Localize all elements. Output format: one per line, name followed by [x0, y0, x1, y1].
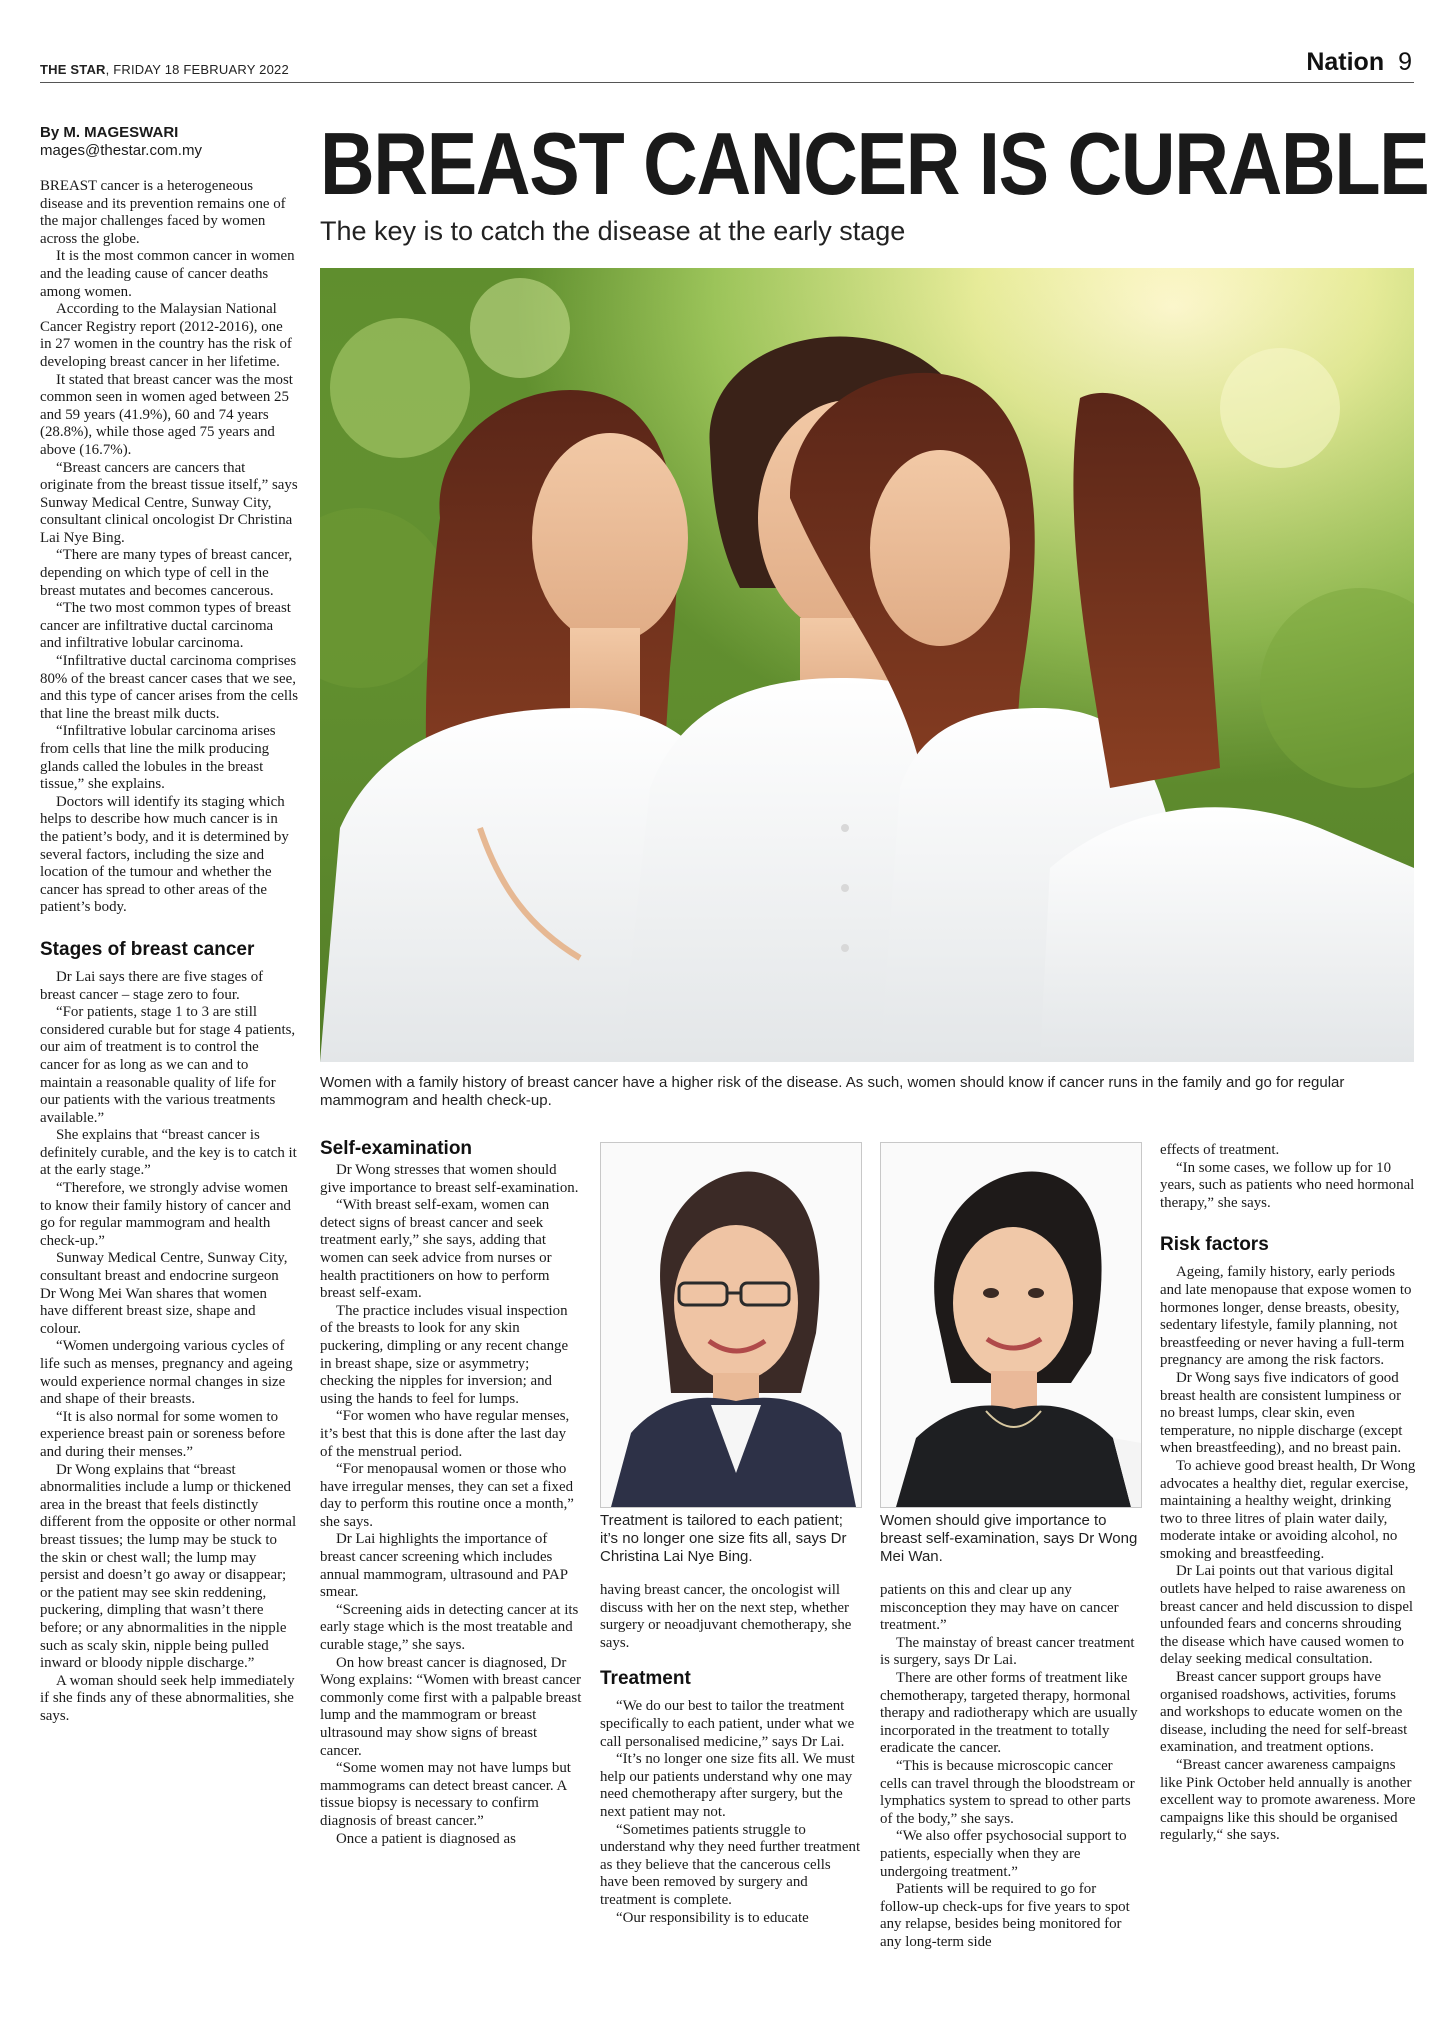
masthead-rule	[40, 82, 1414, 83]
column-1-part-a	[40, 178, 298, 917]
paragraph: “Sometimes patients struggle to understand why they need further treatment as they believe that the cancerous cells have been removed by surgery and treatment is complete.	[600, 1821, 861, 1908]
column-1	[40, 178, 298, 1725]
paragraph: Dr Wong says five indicators of good breast health are consistent lumpiness or no breast lumps, clear skin, even temperature, no nipple discharge (except when breastfeeding), and no breast pain.	[1160, 1369, 1403, 1457]
paragraph: The mainstay of breast cancer treatment is surgery, says Dr Lai.	[880, 1634, 1135, 1669]
author-email: mages@thestar.com.my	[40, 142, 202, 159]
paragraph: “Women undergoing various cycles of life such as menses, pregnancy and ageing would experience normal changes in size and shape of their breasts.	[40, 1338, 293, 1408]
paragraph: The practice includes visual inspection of the breasts to look for any skin puckering, dimpling or any recent change in breast shape, size or asymmetry; checking the nipples for inversion; and using the hands to feel for lumps.	[320, 1302, 569, 1407]
paragraph: Dr Wong explains that “breast abnormalities include a lump or thickened area in the breast that feels distinctly different from the opposite or other normal breast tissues; the lump may be stuck to the skin or chest wall; the lump may persist and doesn’t go away or disappear; or the patient may see skin reddening, puckering, dimpling that wasn’t there before; or any abnormalities in the nipple such as scaly skin, nipple being pulled inward or bloody nipple discharge.”	[40, 1461, 297, 1672]
publication-name: THE STAR	[40, 62, 106, 77]
paragraph: Dr Wong stresses that women should give importance to breast self-examination.	[320, 1162, 579, 1196]
paragraph: Breast cancer support groups have organised roadshows, activities, forums and workshops to educate women on the disease, including the need for self-breast examination, and treatment options.	[1160, 1669, 1408, 1756]
issue-date: , FRIDAY 18 FEBRUARY 2022	[105, 62, 289, 77]
paragraph: having breast cancer, the oncologist will discuss with her on the next step, whether surgery or neoadjuvant chemotherapy, she says.	[600, 1582, 852, 1651]
paragraph: “Infiltrative lobular carcinoma arises from cells that line the milk producing glands called the lobules in the breast tissue,” she explains.	[40, 723, 276, 793]
paragraph: “Some women may not have lumps but mammograms can detect breast cancer. A tissue biopsy is necessary to confirm diagnosis of breast cancer.”	[320, 1760, 571, 1829]
portrait-dr-lai	[600, 1142, 862, 1508]
paragraph: BREAST cancer is a heterogeneous disease and its prevention remains one of the major challenges faced by women across the globe.	[40, 178, 286, 247]
column-5	[1160, 1142, 1416, 1845]
paragraph: A woman should seek help immediately if she finds any of these abnormalities, she says.	[40, 1672, 295, 1724]
paragraph: Doctors will identify its staging which helps to describe how much cancer is in the patient’s body, and it is determined by several factors, including the size and location of the tumour and whether the cancer has spread to other areas of the patient’s body.	[40, 793, 289, 916]
paragraph: “For patients, stage 1 to 3 are still considered curable but for stage 4 patients, our aim of treatment is to control the cancer for as long as we can and to maintain a reasonable quality of life for our patients with the various treatments available.”	[40, 1004, 296, 1126]
paragraph: “This is because microscopic cancer cells can travel through the bloodstream or lymphatics system to spread to other parts of the body,” she says.	[880, 1757, 1135, 1827]
subhead-stages: Stages of breast cancer	[40, 938, 255, 960]
byline	[40, 124, 300, 160]
paragraph: It stated that breast cancer was the most common seen in women aged between 25 and 59 years (41.9%), 60 and 74 years (28.8%), while those aged 75 years and above (16.7%).	[40, 371, 293, 458]
paragraph: There are other forms of treatment like chemotherapy, targeted therapy, hormonal therapy and radiotherapy which are usually incorporated in the treatment to totally eradicate the cancer.	[880, 1669, 1138, 1757]
portrait-dr-wong	[880, 1142, 1142, 1508]
column-3	[600, 1582, 862, 1927]
paragraph: patients on this and clear up any misconception they may have on cancer treatment.”	[880, 1582, 1119, 1634]
paragraph: “For menopausal women or those who have irregular menses, they can set a fixed day to perform this routine once a month,” she says.	[320, 1461, 574, 1530]
paragraph: “With breast self-exam, women can detect signs of breast cancer and seek treatment early,” she says, adding that women can seek advice from nurses or health practitioners on how to perform breast self-exam.	[320, 1197, 552, 1302]
paragraph: “We do our best to tailor the treatment specifically to each patient, under what we call personalised medicine,” says Dr Lai.	[600, 1698, 855, 1750]
hero-caption: Women with a family history of breast cancer have a higher risk of the disease. As such, women should know if cancer runs in the family and go for regular mammogram and health check-up.	[320, 1074, 1345, 1109]
paragraph: “There are many types of breast cancer, depending on which type of cell in the breast mutates and becomes cancerous.	[40, 547, 293, 599]
hero-photo	[320, 268, 1414, 1062]
paragraph: “Therefore, we strongly advise women to know their family history of cancer and go for regular mammogram and health check-up.”	[40, 1180, 291, 1249]
page-number: 9	[1398, 48, 1412, 76]
section-name: Nation	[1306, 48, 1385, 76]
portrait-dr-wong-caption: Women should give importance to breast self-examination, says Dr Wong Mei Wan.	[880, 1512, 1138, 1565]
column-1-part-b	[40, 969, 298, 1726]
paragraph: Ageing, family history, early periods and late menopause that expose women to hormones longer, dense breasts, obesity, sedentary lifestyle, family planning, not breastfeeding or never having a full-term pregnancy are among the risk factors.	[1160, 1264, 1412, 1369]
subhead-treatment: Treatment	[600, 1668, 691, 1690]
headline: BREAST CANCER IS CURABLE	[320, 114, 1429, 213]
paragraph: It is the most common cancer in women and the leading cause of cancer deaths among women.	[40, 248, 295, 300]
paragraph: “For women who have regular menses, it’s best that this is done after the last day of the menstrual period.	[320, 1408, 570, 1460]
paragraph: She explains that “breast cancer is definitely curable, and the key is to catch it at the early stage.”	[40, 1127, 297, 1179]
paragraph: To achieve good breast health, Dr Wong advocates a healthy diet, regular exercise, maintaining a healthy weight, drinking two to three litres of plain water daily, moderate intake or avoiding alcohol, no smoking and breastfeeding.	[1160, 1457, 1416, 1562]
section-header	[1306, 48, 1412, 77]
subhead-self-examination: Self-examination	[320, 1138, 473, 1159]
paragraph: “Infiltrative ductal carcinoma comprises 80% of the breast cancer cases that we see, and this type of cancer arises from the cells that line the breast milk ducts.	[40, 653, 299, 722]
paragraph: “Screening aids in detecting cancer at its early stage which is the most treatable and curable stage,” she says.	[320, 1601, 579, 1654]
column-4	[880, 1582, 1142, 1951]
portrait-dr-lai-caption: Treatment is tailored to each patient; it’s no longer one size fits all, says Dr Christina Lai Nye Bing.	[600, 1512, 847, 1565]
paragraph: On how breast cancer is diagnosed, Dr Wong explains: “Women with breast cancer commonly come first with a palpable breast lump and the mammogram or breast ultrasound may show signs of breast cancer.	[320, 1654, 582, 1759]
paragraph: “The two most common types of breast cancer are infiltrative ductal carcinoma and infiltrative lobular carcinoma.	[40, 600, 291, 652]
column-2	[320, 1138, 582, 1848]
paragraph: Dr Lai says there are five stages of breast cancer – stage zero to four.	[40, 968, 264, 1003]
masthead-dateline	[40, 62, 289, 77]
subhead-risk-factors: Risk factors	[1160, 1234, 1269, 1256]
paragraph: “Our responsibility is to educate	[616, 1909, 809, 1926]
standfirst: The key is to catch the disease at the early stage	[320, 216, 906, 246]
paragraph: “In some cases, we follow up for 10 years, such as patients who need hormonal therapy,” she says.	[1160, 1159, 1415, 1211]
paragraph: “It’s no longer one size fits all. We must help our patients understand why one may need chemotherapy after surgery, but the next patient may not.	[600, 1751, 855, 1820]
paragraph: “We also offer psychosocial support to patients, especially when they are undergoing treatment.”	[880, 1828, 1127, 1880]
paragraph: Dr Lai highlights the importance of breast cancer screening which includes annual mammogram, ultrasound and PAP smear.	[320, 1531, 568, 1601]
paragraph: “It is also normal for some women to experience breast pain or soreness before and during their menses.”	[40, 1408, 286, 1460]
paragraph: According to the Malaysian National Cancer Registry report (2012-2016), one in 27 women in the country has the risk of developing breast cancer in her lifetime.	[40, 301, 292, 370]
paragraph: Sunway Medical Centre, Sunway City, consultant breast and endocrine surgeon Dr Wong Mei Wan shares that women have different breast size, shape and colour.	[40, 1250, 288, 1337]
paragraph: “Breast cancers are cancers that originate from the breast tissue itself,” says Sunway Medical Centre, Sunway City, consultant clinical oncologist Dr Christina Lai Nye Bing.	[40, 459, 298, 546]
author-name: By M. MAGESWARI	[40, 124, 179, 141]
paragraph: Patients will be required to go for follow-up check-ups for five years to spot any relapse, besides being monitored for any long-term side	[880, 1881, 1130, 1950]
paragraph: Once a patient is diagnosed as	[336, 1830, 516, 1847]
paragraph: Dr Lai points out that various digital outlets have helped to raise awareness on breast cancer and held discussion to dispel unfounded fears and concerns shrouding the disease which have caused women to delay seeking medical consultation.	[1160, 1563, 1414, 1668]
paragraph: “Breast cancer awareness campaigns like Pink October held annually is another excellent way to promote awareness. More campaigns like this should be organised regularly,“ she says.	[1160, 1757, 1416, 1844]
paragraph: effects of treatment.	[1160, 1142, 1280, 1158]
